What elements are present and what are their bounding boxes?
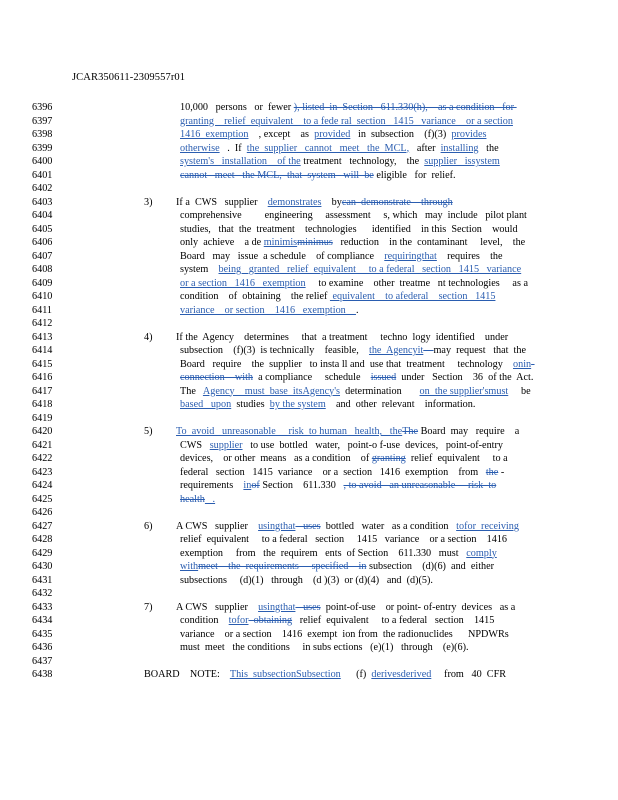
deleted-text: ), listed in Section 611.330(h), as a condition for [293, 102, 517, 113]
line-number: 6420 [32, 426, 53, 437]
line-text [180, 493, 215, 507]
line-number: 6422 [32, 453, 53, 464]
inserted-text: system's installation of the [180, 156, 301, 167]
body-text: reduction in the contaminant level, the [332, 237, 526, 248]
inserted-text: usingthat [258, 601, 296, 613]
inserted-text: tofor [228, 615, 249, 626]
body-text: point-of-use or point- of-entry devices as a [320, 601, 516, 613]
deleted-text: - [531, 358, 535, 370]
list-marker: 6) [144, 520, 153, 532]
inserted-text: Agency must base itsAgency's [202, 385, 341, 397]
text-line [32, 169, 592, 183]
text-line [32, 196, 592, 210]
body-text: , except as [248, 129, 315, 140]
body-text: A CWS supplier [176, 601, 259, 613]
line-text [180, 304, 359, 318]
body-text: condition of obtaining the relief [180, 291, 330, 302]
line-text [180, 142, 499, 156]
text-line [32, 506, 592, 520]
body-text: eligible for relief. [373, 169, 456, 181]
line-text [180, 371, 533, 385]
line-number: 6405 [32, 223, 53, 235]
text-line [32, 142, 592, 156]
line-number: 6425 [32, 493, 53, 505]
text-line [32, 574, 592, 588]
line-number: 6433 [32, 601, 53, 613]
body-text: be [508, 385, 531, 397]
text-line [32, 412, 592, 426]
inserted-text: provides [451, 129, 487, 140]
line-text [176, 601, 515, 615]
text-line [32, 317, 592, 331]
line-text [176, 425, 519, 439]
line-text [180, 439, 503, 453]
line-number: 6412 [32, 318, 53, 329]
body-text: . If [219, 142, 247, 154]
deleted-text: can demonstrate through [341, 196, 453, 208]
text-line [32, 331, 592, 345]
inserted-text: provided [314, 129, 351, 140]
text-line [32, 479, 592, 493]
text-line [32, 344, 592, 358]
body-text: relief equivalent to a federal section 1415 variance or a section 1416 [180, 534, 508, 545]
text-line [32, 371, 592, 385]
line-text [180, 398, 475, 412]
line-text [176, 196, 453, 210]
body-text: must meet the conditions in subs ections (e)(1) through (e)(6). [180, 642, 469, 653]
line-number: 6414 [32, 345, 53, 356]
line-number: 6438 [32, 669, 53, 680]
line-text [180, 290, 495, 304]
inserted-text: usingthat [258, 520, 296, 532]
line-number: 6398 [32, 129, 53, 140]
deleted-text: connection with [180, 372, 253, 383]
line-number: 6416 [32, 372, 53, 383]
inserted-text: by the system [269, 399, 326, 410]
body-text: in subsection (f)(3) [350, 129, 452, 140]
line-number: 6426 [32, 507, 53, 518]
body-text: exemption from the requirem ents of Section 611.330 must [180, 547, 467, 559]
body-text: may request that the [433, 345, 527, 356]
line-number: 6410 [32, 291, 53, 302]
line-number: 6403 [32, 196, 53, 208]
deleted-text: minimus [297, 237, 333, 248]
line-number: 6431 [32, 574, 53, 586]
inserted-text: To avoid unreasonable risk to human health, the [176, 426, 403, 437]
line-number: 6428 [32, 534, 53, 545]
body-text: Board require the supplier to insta ll and use that treatment technology [180, 358, 513, 370]
line-number: 6418 [32, 399, 53, 410]
text-line [32, 182, 592, 196]
deleted-text: uses [295, 520, 321, 532]
line-number: 6437 [32, 655, 53, 667]
inserted-text: in [243, 480, 252, 491]
deleted-text: — [423, 345, 434, 356]
body-text: The [180, 385, 203, 397]
text-line [32, 466, 592, 480]
line-text [180, 641, 469, 655]
body-text: subsections (d)(1) through (d )(3) or (d)(4) and (d)(5). [180, 574, 433, 586]
line-text [176, 331, 508, 345]
body-text: bottled water as a condition [320, 520, 457, 532]
inserted-text: requiringthat [384, 250, 437, 262]
line-number: 6396 [32, 102, 53, 113]
deleted-text: health [180, 493, 205, 505]
text-line [32, 223, 592, 237]
text-line [32, 614, 592, 628]
text-line [32, 533, 592, 547]
text-line [32, 439, 592, 453]
inserted-text: . [204, 493, 216, 505]
body-text: CWS [180, 439, 210, 451]
inserted-text: on the supplier'smust [419, 385, 509, 397]
line-text [180, 614, 494, 628]
text-line [32, 128, 592, 142]
text-line [32, 493, 592, 507]
line-number: 6427 [32, 520, 53, 532]
deleted-text: cannot meet the MCL, that system will be [180, 169, 374, 181]
text-line [32, 601, 592, 615]
line-text [180, 385, 531, 399]
text-line [32, 304, 592, 318]
list-marker: 5) [144, 426, 153, 437]
inserted-text: supplier [209, 439, 243, 451]
line-text [180, 358, 535, 372]
body-text: treatment technology, the [300, 156, 425, 167]
text-line [32, 263, 592, 277]
line-text [180, 169, 456, 183]
inserted-text: or a section 1416 exemption [180, 277, 306, 289]
deleted-text: uses [295, 601, 321, 613]
line-number: 6400 [32, 156, 53, 167]
body-text: to use bottled water, point-o f-use devices, point-of-entry [242, 439, 503, 451]
line-number: 6434 [32, 615, 53, 626]
line-text [144, 668, 506, 682]
inserted-text: the Agencyit [368, 345, 424, 356]
line-number: 6421 [32, 439, 53, 451]
line-number: 6404 [32, 210, 53, 221]
body-text: requires the [436, 250, 503, 262]
text-line [32, 560, 592, 574]
inserted-text: comply [466, 547, 497, 559]
body-text: If the Agency determines that a treatment techno logy identified under [176, 331, 509, 343]
text-line [32, 547, 592, 561]
text-line [32, 236, 592, 250]
body-text: only achieve a de [180, 237, 264, 248]
line-text [180, 574, 433, 588]
text-line [32, 290, 592, 304]
body-text: and other relevant information. [325, 399, 476, 410]
line-text [180, 209, 527, 223]
text-line [32, 250, 592, 264]
body-text: comprehensive engineering assessment s, which may include pilot plant [180, 210, 527, 221]
list-marker: 3) [144, 196, 153, 208]
inserted-text: demonstrates [267, 196, 322, 208]
line-text [180, 101, 517, 115]
deleted-text: The [402, 426, 419, 437]
body-text: requirements [180, 480, 244, 491]
line-text [180, 479, 496, 493]
text-line [32, 358, 592, 372]
body-text: Board may issue a schedule of compliance [180, 250, 385, 262]
inserted-text: variance or section 1416 exemption [180, 304, 356, 316]
body-text: A CWS supplier [176, 520, 259, 532]
body-text: a compliance schedule [253, 372, 371, 383]
line-number: 6436 [32, 642, 53, 653]
text-line [32, 520, 592, 534]
body-text: subsection (f)(3) is technically feasible, [180, 345, 369, 356]
line-number: 6397 [32, 115, 53, 127]
text-line [32, 385, 592, 399]
text-line [32, 155, 592, 169]
line-text [180, 344, 526, 358]
inserted-text: equivalent to afederal section 1415 [329, 291, 496, 302]
line-number: 6419 [32, 412, 53, 424]
deleted-text: of [251, 480, 260, 491]
inserted-text: This subsectionSubsection [229, 669, 341, 680]
line-number: 6417 [32, 385, 53, 397]
body-text: relief equivalent to a [405, 453, 508, 464]
text-line [32, 655, 592, 669]
line-text [180, 628, 509, 642]
line-text [180, 128, 486, 142]
body-text: by [321, 196, 342, 208]
body-text: Board may require a [418, 426, 520, 437]
line-number: 6406 [32, 237, 53, 248]
text-line [32, 425, 592, 439]
body-text: condition [180, 615, 229, 626]
line-number: 6424 [32, 480, 53, 491]
inserted-text: tofor receiving [456, 520, 519, 532]
body-text: under Section 36 of the Act. [396, 372, 534, 383]
line-number: 6409 [32, 277, 53, 289]
text-line [32, 452, 592, 466]
line-text [180, 533, 507, 547]
deleted-text: granting [371, 453, 406, 464]
line-text [180, 263, 521, 277]
body-text: the [478, 142, 499, 154]
line-text [176, 520, 519, 534]
body-text: If a CWS supplier [176, 196, 268, 208]
body-text: (f) [340, 669, 372, 680]
body-text: variance or a section 1416 exempt ion from the radionuclides NPDWRs [180, 628, 509, 640]
line-number: 6401 [32, 169, 53, 181]
text-line [32, 101, 592, 115]
line-number: 6432 [32, 588, 53, 599]
list-marker: 4) [144, 331, 153, 343]
line-number: 6413 [32, 331, 53, 343]
inserted-text: the supplier cannot meet the MCL, [246, 142, 410, 154]
line-number: 6407 [32, 250, 53, 262]
deleted-text: the [485, 466, 499, 478]
deleted-text: obtaining [248, 615, 293, 626]
text-line [32, 209, 592, 223]
line-number: 6430 [32, 561, 53, 572]
inserted-text: otherwise [180, 142, 220, 154]
line-number: 6408 [32, 264, 53, 275]
body-text: federal section 1415 variance or a section 1416 exemption from [180, 466, 486, 478]
line-text [180, 466, 504, 480]
inserted-text: with [180, 561, 199, 572]
inserted-text: minimis [263, 237, 298, 248]
inserted-text: granting relief equivalent to a fede ral section 1415 variance or a section [180, 115, 513, 127]
inserted-text: being granted relief equivalent to a federal section 1415 variance [218, 264, 522, 275]
inserted-text: 1416 exemption [180, 129, 249, 140]
line-number: 6399 [32, 142, 53, 154]
line-number: 6435 [32, 628, 53, 640]
body-text: devices, or other means as a condition of [180, 453, 372, 464]
body-text: - [498, 466, 505, 478]
line-number: 6429 [32, 547, 53, 559]
document-id-header: JCAR350611-2309557r01 [72, 72, 186, 83]
line-text [180, 452, 508, 466]
body-text: from 40 CFR [431, 669, 507, 680]
body-text: 10,000 persons or fewer [180, 102, 294, 113]
text-line [32, 398, 592, 412]
line-text [180, 236, 525, 250]
body-text: after [409, 142, 441, 154]
text-line [32, 115, 592, 129]
line-text [180, 277, 528, 291]
body-text: studies, that the treatment technologies identified in this Section would [180, 223, 518, 235]
inserted-text: based upon [180, 399, 232, 410]
line-number: 6415 [32, 358, 53, 370]
inserted-text: supplier issystem [424, 156, 500, 167]
line-text [180, 115, 513, 129]
list-marker: 7) [144, 601, 153, 613]
body-text: studies [231, 399, 270, 410]
body-text: to examine other treatme nt technologies as a [305, 277, 528, 289]
deleted-text: , to avoid an unreasonable risk to [343, 480, 497, 491]
inserted-text: installing [440, 142, 479, 154]
text-line [32, 628, 592, 642]
inserted-text: derivesderived [371, 669, 432, 680]
line-number: 6423 [32, 466, 53, 478]
deleted-text: meet the requirements specified in [198, 561, 367, 572]
line-text [180, 250, 503, 264]
line-text [180, 560, 494, 574]
text-line [32, 277, 592, 291]
text-line [32, 641, 592, 655]
line-number: 6402 [32, 183, 53, 194]
body-text: Section 611.330 [259, 480, 344, 491]
body-text: subsection (d)(6) and either [366, 561, 495, 572]
line-text [180, 155, 500, 169]
body-text: BOARD NOTE: [144, 669, 230, 680]
body-text: . [355, 304, 359, 316]
inserted-text: onin [513, 358, 532, 370]
body-text: system [180, 264, 219, 275]
text-line [32, 668, 592, 682]
text-line [32, 587, 592, 601]
body-text: relief equivalent to a federal section 1415 [292, 615, 495, 626]
line-number: 6411 [32, 304, 52, 316]
body-text: determination [340, 385, 420, 397]
line-text [180, 223, 518, 237]
line-text [180, 547, 497, 561]
deleted-text: issued [370, 372, 397, 383]
